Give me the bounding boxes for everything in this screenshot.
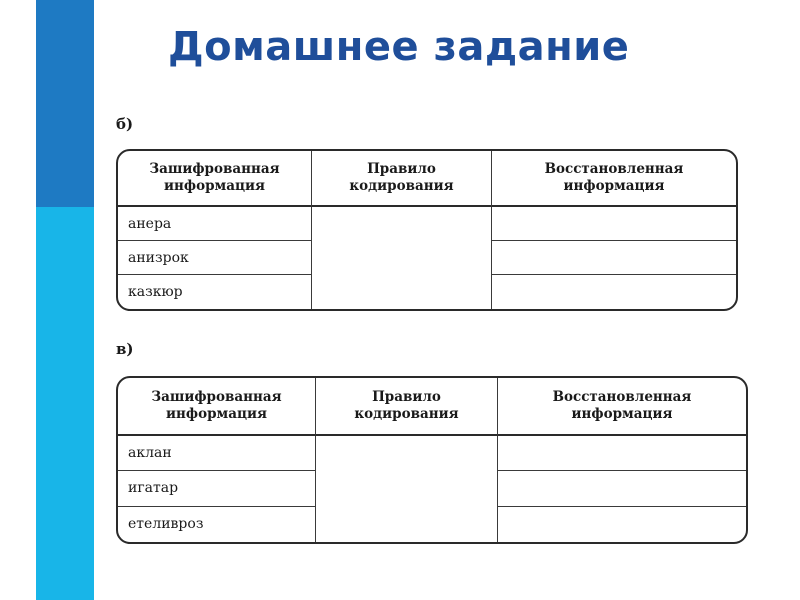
restored-cell — [498, 471, 746, 506]
header-rule: Правило кодирования — [316, 378, 498, 436]
header-restored: Восстановленная информация — [492, 151, 736, 207]
encrypted-cell: казкюр — [118, 275, 312, 309]
restored-cell — [498, 436, 746, 471]
encrypted-cell: етеливроз — [118, 507, 316, 542]
restored-cell — [492, 275, 736, 309]
section-label-v: в) — [116, 340, 134, 358]
sidebar-accent-bottom — [36, 207, 94, 600]
restored-cell — [492, 241, 736, 275]
restored-cell — [498, 507, 746, 542]
header-encrypted: Зашифрованная информация — [118, 151, 312, 207]
encrypted-cell: аклан — [118, 436, 316, 471]
slide-title: Домашнее задание — [168, 24, 630, 70]
restored-cell — [492, 207, 736, 241]
header-rule: Правило кодирования — [312, 151, 492, 207]
table-v — [116, 376, 748, 544]
rule-cell — [316, 436, 498, 542]
table-b — [116, 149, 738, 311]
encrypted-cell: анизрок — [118, 241, 312, 275]
sidebar-accent-top — [36, 0, 94, 207]
encrypted-cell: игатар — [118, 471, 316, 506]
header-encrypted: Зашифрованная информация — [118, 378, 316, 436]
section-label-b: б) — [116, 115, 134, 133]
encrypted-cell: анера — [118, 207, 312, 241]
rule-cell — [312, 207, 492, 309]
header-restored: Восстановленная информация — [498, 378, 746, 436]
